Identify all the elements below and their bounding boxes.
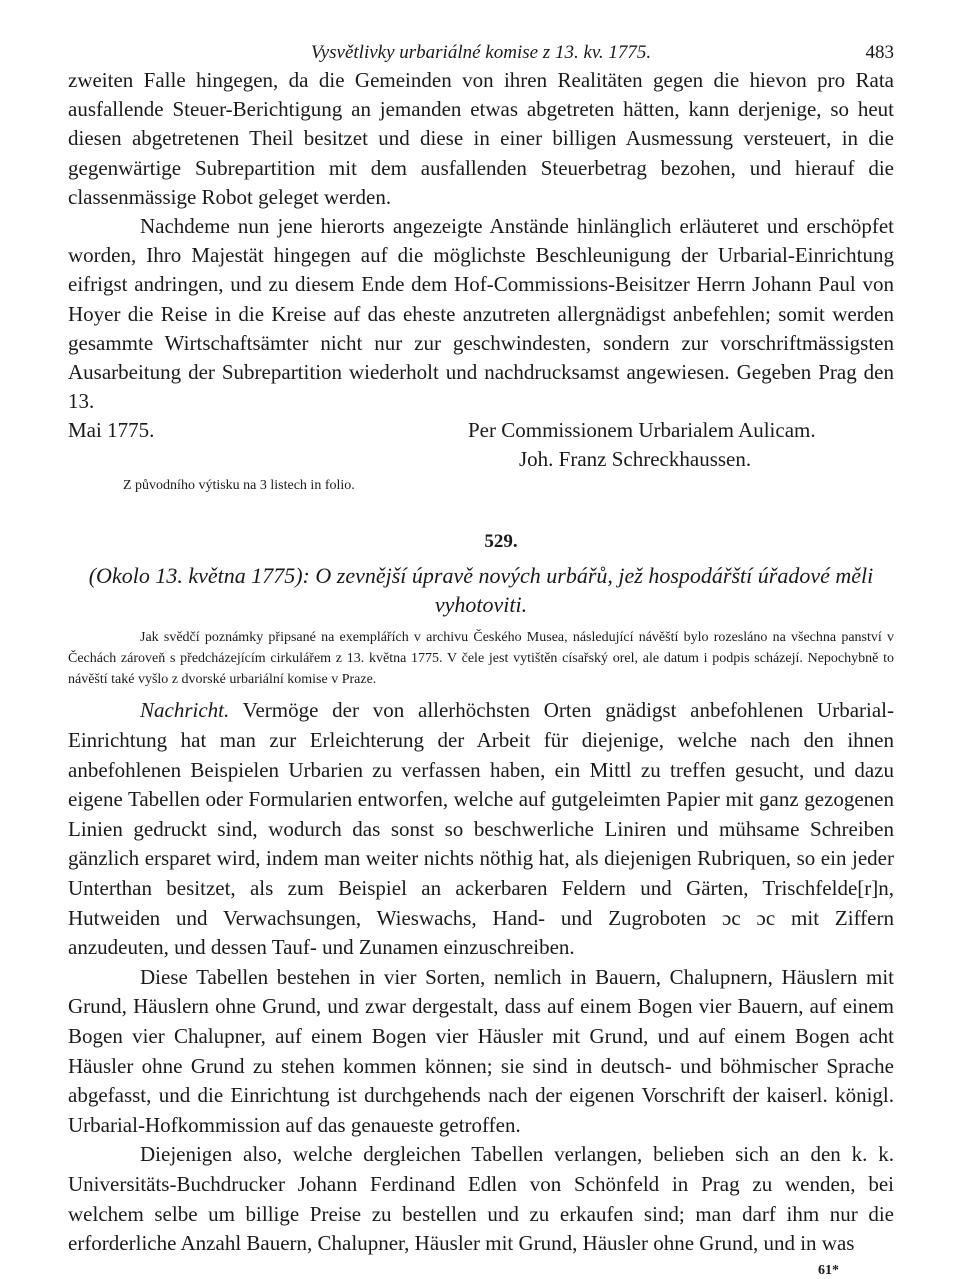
paragraph-nachdeme: Nachdeme nun jene hierorts angezeigte Anstände hinlänglich erläuteret und erschöpfet worden, Ihro Majestät hingegen auf die möglichste Beschleunigung der Urbarial-Einrichtung eifrigst andringen, und zu diesem Ende dem Hof-Commissions-Beisitzer Herrn Johann Paul von Hoyer die Reise in die Kreise auf das eheste anzutreten allergnädigst anbefehlen; somit werden gesammte Wirtschaftsämter nicht nur zur geschwindesten, sondern zur vorschriftmässigsten Ausarbeitung der Subrepartition wiederholt und nachdrucksamst angewiesen. Gegeben Prag den 13. bbox=[68, 214, 894, 414]
page-number: 483 bbox=[865, 42, 894, 63]
paragraph-continuation: zweiten Falle hingegen, da die Gemeinden von ihren Realitäten gegen die hievon pro Rata ausfallende Steuer-Berichtigung an jemanden etwas abgetreten hätten, kann derjenige, so heut diesen abgetretenen Theil besitzet und diese in einer billigen Ausmessung versteuert, in die gegenwärtige Subrepartition mit dem ausfallenden Steuerbetrag bezohen, und hierauf die classenmässige Robot geleget werden. bbox=[68, 68, 894, 209]
running-title: Vysvětlivky urbariálné komise z 13. kv. 1775. bbox=[310, 42, 652, 63]
printer-signature-mark: 61* bbox=[818, 1262, 839, 1278]
paragraph-nachricht bbox=[68, 696, 894, 962]
document-title: (Okolo 13. května 1775): O zevnější úpravě nových urbářů, jež hospodářští úřadové měli vyhotoviti. bbox=[88, 563, 874, 618]
paragraph-diejenigen: Diejenigen also, welche dergleichen Tabellen verlangen, belieben sich an den k. k. Universitäts-Buchdrucker Johann Ferdinand Edlen von Schönfeld in Prag zu wenden, bei welchem selbe um billige Preise zu bestellen und zu erkaufen sind; man darf ihm nur die erforderliche Anzahl Bauern, Chalupner, Häusler mit Grund, Häusler ohne Grund, und in was bbox=[68, 1142, 894, 1256]
date-tail: Mai 1775. bbox=[68, 418, 155, 443]
signature-per-line: Per Commissionem Urbarialem Aulicam. bbox=[468, 418, 816, 443]
editorial-note bbox=[68, 627, 894, 690]
nachricht-label: Nachricht. bbox=[140, 698, 230, 723]
paragraph-tabellen: Diese Tabellen bestehen in vier Sorten, nemlich in Bauern, Chalupnern, Häuslern mit Grund, Häuslern ohne Grund, und zwar dergestalt, dass auf einem Bogen vier Bauern, auf einem Bogen vier Chalupner, auf einem Bogen vier Häusler mit Grund, und auf einem Bogen acht Häusler ohne Grund zu stehen kommen können; sie sind in deutsch- und böhmischer Sprache abgefasst, und die Einrichtung ist durchgehends nach der eigenen Vorschrift der kaiserl. königl. Urbarial-Hofkommission auf das genaueste getroffen. bbox=[68, 964, 894, 1137]
editorial-note-text: Jak svědčí poznámky připsané na exemplářích v archivu Českého Musea, následující návěští bylo rozesláno na všechna panství v Čechách zároveň s předcházejícím cirkulářem z 13. května 1775. V čele jest vytištěn císařský orel, ale datum i podpis scházejí. Nepochybně to návěští také vyšlo z dvorské urbariální komise v Praze. bbox=[68, 630, 894, 688]
signature-line bbox=[68, 416, 894, 445]
source-note: Z původního výtisku na 3 listech in folio. bbox=[123, 478, 355, 494]
nachricht-section bbox=[68, 696, 894, 1258]
document-page bbox=[68, 34, 894, 1279]
signature-name: Joh. Franz Schreckhaussen. bbox=[519, 447, 752, 472]
document-number: 529. bbox=[484, 531, 518, 553]
nachricht-text: Vermöge der von allerhöchsten Orten gnädigst anbefohlenen Urbarial-Einrichtung hat man zur Erleichterung der Arbeit für diejenige, welche nach den ihnen anbefohlenen Beispielen Urbarien zu verfassen haben, ein Mittl zu treffen gesucht, und dazu eigene Tabellen oder Formularien entworfen, welche auf gutgeleimten Papier mit ganz gezogenen Linien gedruckt sind, wodurch das sonst so beschwerliche Liniren und mühsame Schreiben gänzlich ersparet wird, indem man weiter nichts nöthig hat, als diejenigen Rubriquen, so ein jeder Unterthan besitzet, als zum Beispiel an ackerbaren Feldern und Gärten, Trischfelde[r]n, Hutweiden und Verwachsungen, Wieswachs, Hand- und Zugroboten ɔc ɔc mit Ziffern anzudeuten, und dessen Tauf- und Zunamen einzuschreiben. bbox=[68, 698, 894, 960]
page-header bbox=[68, 34, 894, 66]
